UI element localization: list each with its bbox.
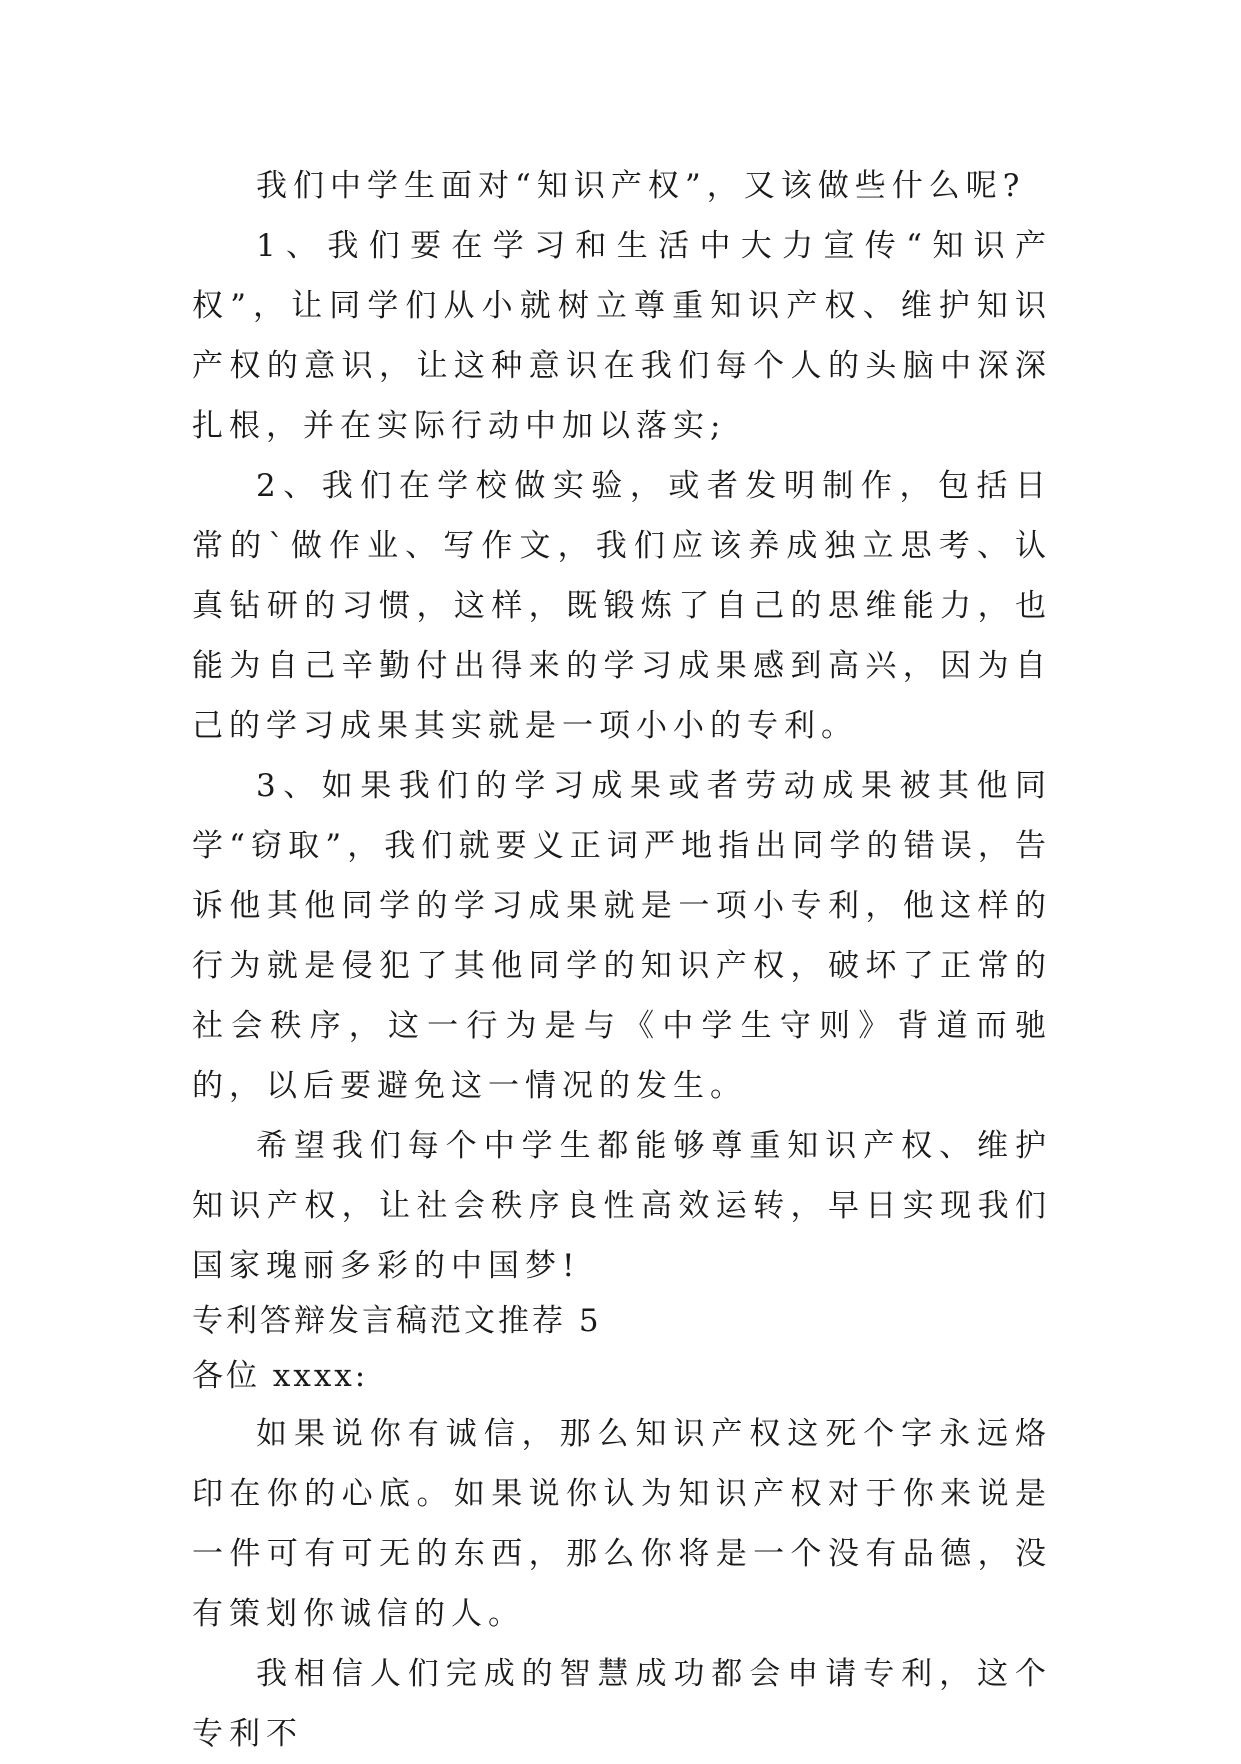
paragraph-point-1: 1、我们要在学习和生活中大力宣传“知识产权”，让同学们从小就树立尊重知识产权、维护知识产权的意识，让这种意识在我们每个人的头脑中深深扎根，并在实际行动中加以落实;: [192, 228, 1052, 444]
paragraph-patent-belief: 我相信人们完成的智慧成功都会申请专利，这个专利不: [192, 1656, 1052, 1752]
paragraph-intro-question: 我们中学生面对“知识产权”，又该做些什么呢?: [256, 168, 1026, 204]
paragraph-point-3: 3、如果我们的学习成果或者劳动成果被其他同学“窃取”，我们就要义正词严地指出同学的错误，告诉他其他同学的学习成果就是一项小专利，他这样的行为就是侵犯了其他同学的知识产权，破坏了正常的社会秩序，这一行为是与《中学生守则》背道而驰的，以后要避免这一情况的发生。: [192, 768, 1052, 1104]
paragraph-integrity: 如果说你有诚信，那么知识产权这死个字永远烙印在你的心底。如果说你认为知识产权对于你来说是一件可有可无的东西，那么你将是一个没有品德，没有策划你诚信的人。: [192, 1416, 1052, 1632]
paragraph-closing-wish: 希望我们每个中学生都能够尊重知识产权、维护知识产权，让社会秩序良性高效运转，早日实现我们国家瑰丽多彩的中国梦!: [192, 1128, 1052, 1284]
paragraph-point-2: 2、我们在学校做实验，或者发明制作，包括日常的`做作业、写作文，我们应该养成独立思考、认真钻研的习惯，这样，既锻炼了自己的思维能力，也能为自己辛勤付出得来的学习成果感到高兴，因为自己的学习成果其实就是一项小小的专利。: [192, 468, 1052, 744]
document-body: [192, 156, 1052, 1764]
section-heading: 专利答辩发言稿范文推荐 5: [192, 1303, 602, 1339]
salutation: 各位 xxxx:: [192, 1358, 369, 1394]
